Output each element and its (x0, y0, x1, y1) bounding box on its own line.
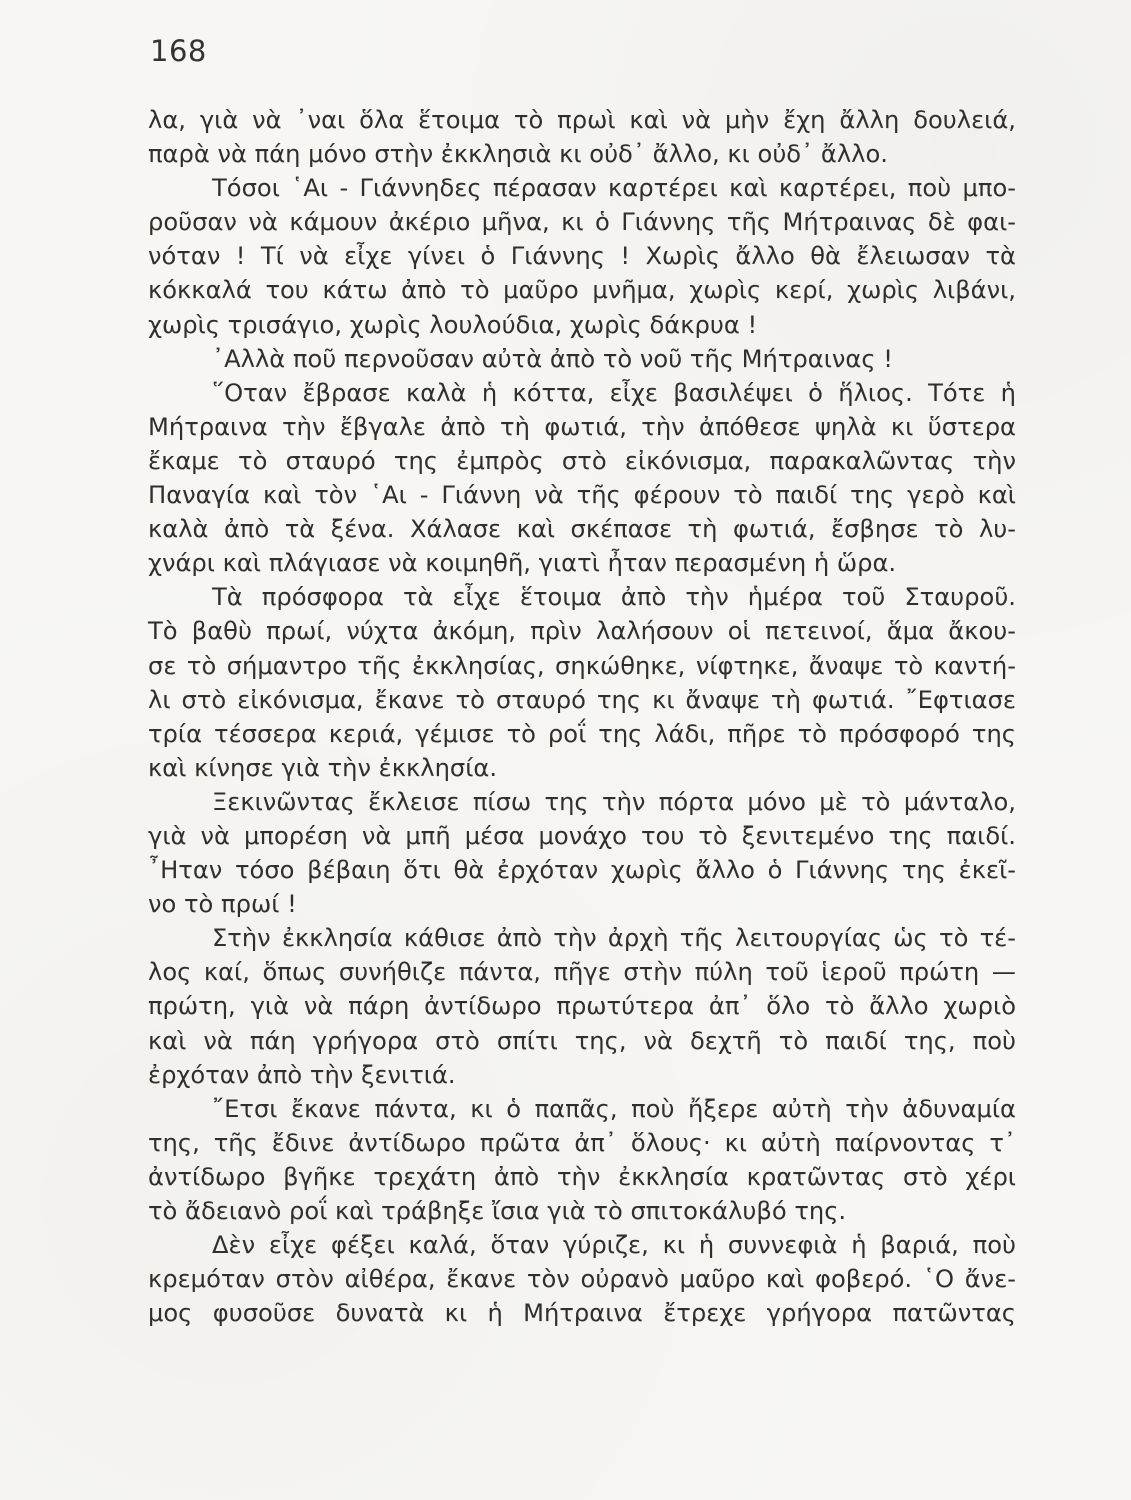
text-line: τὸ ἄδειανὸ ροΐ καὶ τράβηξε ἴσια γιὰ τὸ σπιτοκάλυβό της. (148, 1197, 847, 1225)
text-line: ῎Ετσι ἔκανε πάντα, κι ὁ παπᾶς, ποὺ ἤξερε αὐτὴ τὴν ἀδυναμία (212, 1094, 1016, 1123)
text-line: γιὰ νὰ μπορέση νὰ μπῆ μέσα μονάχο του τὸ ξενιτεμένο της παιδί. (148, 821, 1016, 850)
text-line: Τὰ πρόσφορα τὰ εἶχε ἕτοιμα ἀπὸ τὴν ἡμέρα τοῦ Σταυροῦ. (212, 583, 1016, 612)
text-line: καλὰ ἀπὸ τὰ ξένα. Χάλασε καὶ σκέπασε τὴ φωτιά, ἔσβησε τὸ λυ- (148, 515, 1016, 544)
text-line: πρώτη, γιὰ νὰ πάρη ἀντίδωρο πρωτύτερα ἀπ᾽ ὅλο τὸ ἄλλο χωριὸ (148, 992, 1016, 1021)
text-line: τρία τέσσερα κεριά, γέμισε τὸ ροΐ της λάδι, πῆρε τὸ πρόσφορό της (148, 719, 1016, 748)
text-line: Δὲν εἶχε φέξει καλά, ὅταν γύριζε, κι ἡ συννεφιὰ ἡ βαριά, ποὺ (212, 1231, 1016, 1260)
text-line: Μήτραινα τὴν ἔβγαλε ἀπὸ τὴ φωτιά, τὴν ἀπόθεσε ψηλὰ κι ὕστερα (148, 412, 1016, 441)
text-line: ἔκαμε τὸ σταυρό της ἐμπρὸς στὸ εἰκόνισμα, παρακαλῶντας τὴν (148, 446, 1016, 475)
text-line: Παναγία καὶ τὸν ῾Αι - Γιάννη νὰ τῆς φέρουν τὸ παιδί της γερὸ καὶ (148, 481, 1016, 510)
page-number: 168 (150, 34, 207, 68)
text-line: λι στὸ εἰκόνισμα, ἔκανε τὸ σταυρό της κι ἄναψε τὴ φωτιά. ῎Εφτιασε (148, 685, 1016, 714)
text-line: χωρὶς τρισάγιο, χωρὶς λουλούδια, χωρὶς δάκρυα ! (148, 310, 758, 339)
text-line: καὶ κίνησε γιὰ τὴν ἐκκλησία. (148, 753, 498, 782)
text-line: χνάρι καὶ πλάγιασε νὰ κοιμηθῆ, γιατὶ ἦταν περασμένη ἡ ὥρα. (148, 549, 897, 578)
text-line: κόκκαλά του κάτω ἀπὸ τὸ μαῦρο μνῆμα, χωρὶς κερί, χωρὶς λιβάνι, (148, 276, 1016, 305)
text-line: ῞Οταν ἔβρασε καλὰ ἡ κόττα, εἶχε βασιλέψει ὁ ἥλιος. Τότε ἡ (212, 378, 1016, 407)
text-line: Ξεκινῶντας ἔκλεισε πίσω της τὴν πόρτα μόνο μὲ τὸ μάνταλο, (212, 787, 1016, 816)
text-line: της, τῆς ἔδινε ἀντίδωρο πρῶτα ἀπ᾽ ὅλους· κι αὐτὴ παίρνοντας τ᾽ (148, 1128, 1016, 1157)
text-line: καὶ νὰ πάη γρήγορα στὸ σπίτι της, νὰ δεχτῆ τὸ παιδί της, ποὺ (148, 1026, 1016, 1055)
text-line: παρὰ νὰ πάη μόνο στὴν ἐκκλησιὰ κι οὐδ᾽ ἄλλο, κι οὐδ᾽ ἄλλο. (148, 140, 888, 169)
text-line: νόταν ! Τί νὰ εἶχε γίνει ὁ Γιάννης ! Χωρὶς ἄλλο θὰ ἔλειωσαν τὰ (148, 242, 1016, 271)
text-line: λος καί, ὅπως συνήθιζε πάντα, πῆγε στὴν πύλη τοῦ ἱεροῦ πρώτη — (148, 958, 1016, 987)
text-line: Τὸ βαθὺ πρωί, νύχτα ἀκόμη, πρὶν λαλήσουν οἱ πετεινοί, ἅμα ἄκου- (148, 617, 1016, 646)
text-line: Στὴν ἐκκλησία κάθισε ἀπὸ τὴν ἀρχὴ τῆς λειτουργίας ὡς τὸ τέ- (212, 924, 1016, 953)
text-line: σε τὸ σήμαντρο τῆς ἐκκλησίας, σηκώθηκε, νίφτηκε, ἄναψε τὸ καντή- (148, 651, 1016, 680)
text-line: ροῦσαν νὰ κάμουν ἀκέριο μῆνα, κι ὁ Γιάννης τῆς Μήτραινας δὲ φαι- (148, 208, 1016, 237)
text-line: ᾽Αλλὰ ποῦ περνοῦσαν αὐτὰ ἀπὸ τὸ νοῦ τῆς Μήτραινας ! (212, 344, 893, 373)
text-line: ῏Ηταν τόσο βέβαιη ὅτι θὰ ἐρχόταν χωρὶς ἄλλο ὁ Γιάννης της ἐκεῖ- (148, 856, 1016, 885)
text-line: μος φυσοῦσε δυνατὰ κι ἡ Μήτραινα ἔτρεχε γρήγορα πατῶντας (148, 1299, 1016, 1328)
text-line: Τόσοι ῾Αι - Γιάννηδες πέρασαν καρτέρει καὶ καρτέρει, ποὺ μπο- (212, 174, 1016, 203)
body-text (148, 103, 1016, 1330)
text-line: ἐρχόταν ἀπὸ τὴν ξενιτιά. (148, 1060, 456, 1089)
text-line: νο τὸ πρωί ! (148, 890, 297, 919)
text-line: λα, γιὰ νὰ ᾽ναι ὅλα ἕτοιμα τὸ πρωὶ καὶ νὰ μὴν ἔχη ἄλλη δουλειά, (148, 106, 1016, 134)
text-line: ἀντίδωρο βγῆκε τρεχάτη ἀπὸ τὴν ἐκκλησία κρατῶντας στὸ χέρι (148, 1162, 1016, 1191)
text-line: κρεμόταν στὸν αἰθέρα, ἔκανε τὸν οὐρανὸ μαῦρο καὶ φοβερό. ῾Ο ἄνε- (148, 1265, 1016, 1294)
